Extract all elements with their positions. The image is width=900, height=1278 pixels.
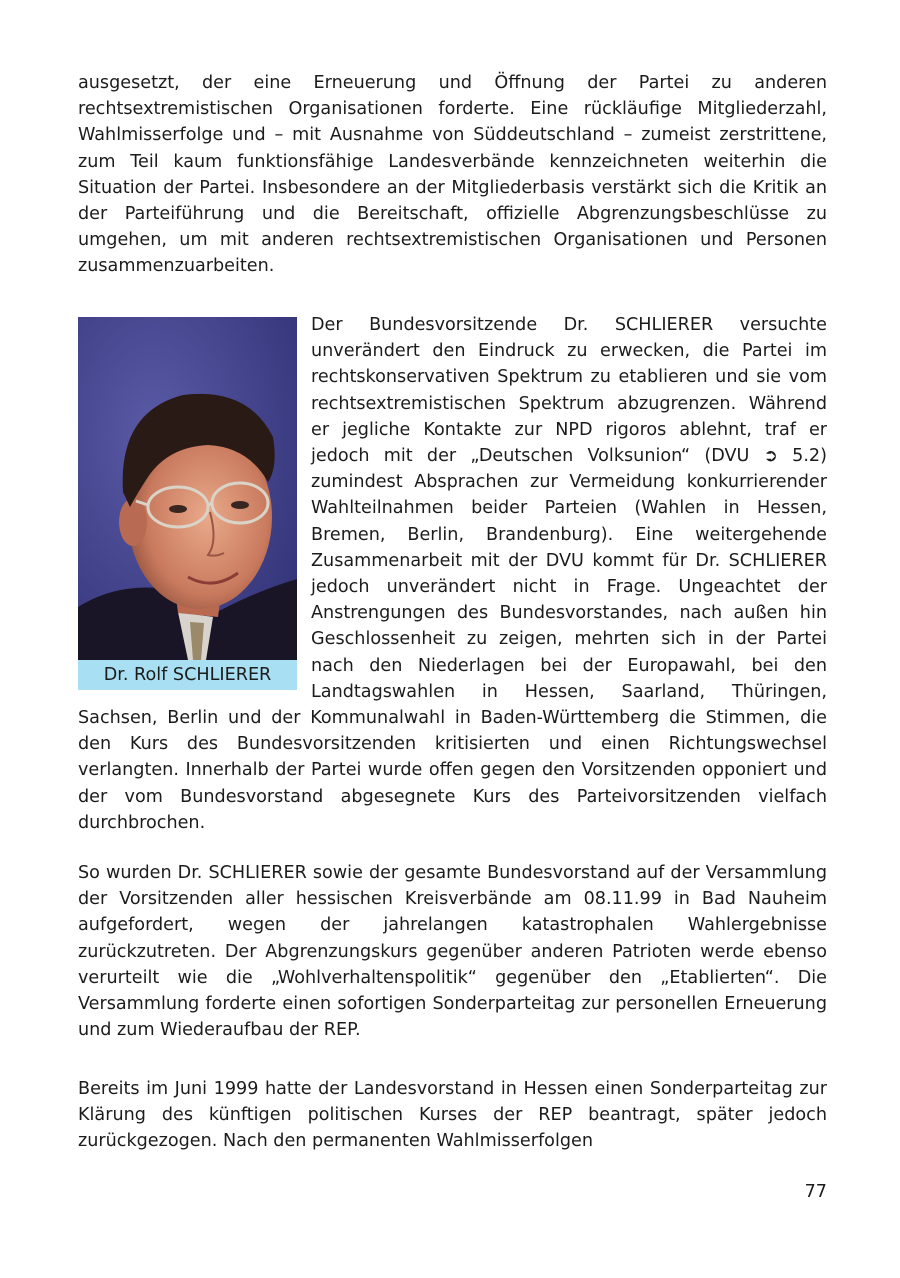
paragraph-intro xyxy=(78,70,827,280)
paragraph-text: So wurden Dr. SCHLIERER sowie der gesamte Bundesvorstand auf der Versammlung der Vorsitzenden aller hessischen Kreisverbände am 08.11.99 in Bad Nauheim aufgefordert, wegen der jahrelangen katastrophalen Wahlergebnisse zurückzutreten. Der Abgrenzungskurs gegenüber anderen Patrioten werde ebenso verurteilt wie die „Wohlverhaltenspolitik“ gegenüber den „Etablierten“. Die Versammlung forderte einen sofortigen Sonderparteitag zur personellen Erneuerung und zum Wiederaufbau der REP. xyxy=(78,863,827,1041)
paragraph-hessen xyxy=(78,1076,827,1155)
cross-reference-arrow-icon: ➲ xyxy=(763,446,778,467)
paragraph-bad-nauheim xyxy=(78,860,827,1043)
portrait-figure xyxy=(78,317,297,690)
paragraph-text: ausgesetzt, der eine Erneuerung und Öffnung der Partei zu anderen rechtsextremistischen Organisationen forderte. Eine rückläufige Mitgliederzahl, Wahlmisserfolge und – mit Ausnahme von Süddeutschland – zumeist zerstrittene, zum Teil kaum funktionsfähige Landesverbände kennzeichneten weiterhin die Situation der Partei. Insbesondere an der Mitgliederbasis verstärkt sich die Kritik an der Parteiführung und die Bereitschaft, offizielle Abgrenzungsbeschlüsse zu umgehen, um mit anderen rechtsextremistischen Organisationen und Personen zusammenzuarbeiten. xyxy=(78,73,827,277)
cross-reference-target: 5.2 xyxy=(777,446,821,467)
paragraph-text: Bereits im Juni 1999 hatte der Landesvorstand in Hessen einen Sonderparteitag zur Klärung des künftigen politischen Kurses der REP beantragt, später jedoch zurückgezogen. Nach den permanenten Wahlmisserfolgen xyxy=(78,1079,827,1152)
paragraph-text-part-1: Der Bundesvorsitzende Dr. SCHLIERER versuchte unverändert den Eindruck zu erwecken, die Partei im rechtskonservativen Spektrum zu etablieren und sie vom rechtsextremistischen Spektrum abzugrenzen. Während er jegliche Kontakte zur NPD rigoros ablehnt, traf er jedoch mit der „Deutschen Volksunion“ (DVU xyxy=(311,315,827,467)
page-number: 77 xyxy=(804,1182,827,1202)
paragraph-party-chairman xyxy=(78,312,827,836)
portrait-caption: Dr. Rolf SCHLIERER xyxy=(78,660,297,690)
paragraph-text-part-2: ) zumindest Absprachen zur Vermeidung konkurrierender Wahlteilnahmen beider Parteien (Wahlen in Hessen, Bremen, Berlin, Brandenburg). Eine weitergehende Zusammenarbeit mit der DVU kommt für Dr. SCHLIERER jedoch unverändert nicht in Frage. Ungeachtet der Anstrengungen des Bundesvorstandes, nach außen hin Geschlossenheit zu zeigen, mehrten sich in der Partei nach den Niederlagen bei der Europawahl, bei den Landtagswahlen in Hessen, Saarland, Thüringen, Sachsen, Berlin und der Kommunalwahl in Baden-Württemberg die Stimmen, die den Kurs des Bundesvorsitzenden kritisierten und einen Richtungswechsel verlangten. Innerhalb der Partei wurde offen gegen den Vorsitzenden opponiert und der vom Bundesvorstand abgesegnete Kurs des Parteivorsitzenden vielfach durchbrochen. xyxy=(78,446,827,833)
portrait-photo xyxy=(78,317,297,660)
